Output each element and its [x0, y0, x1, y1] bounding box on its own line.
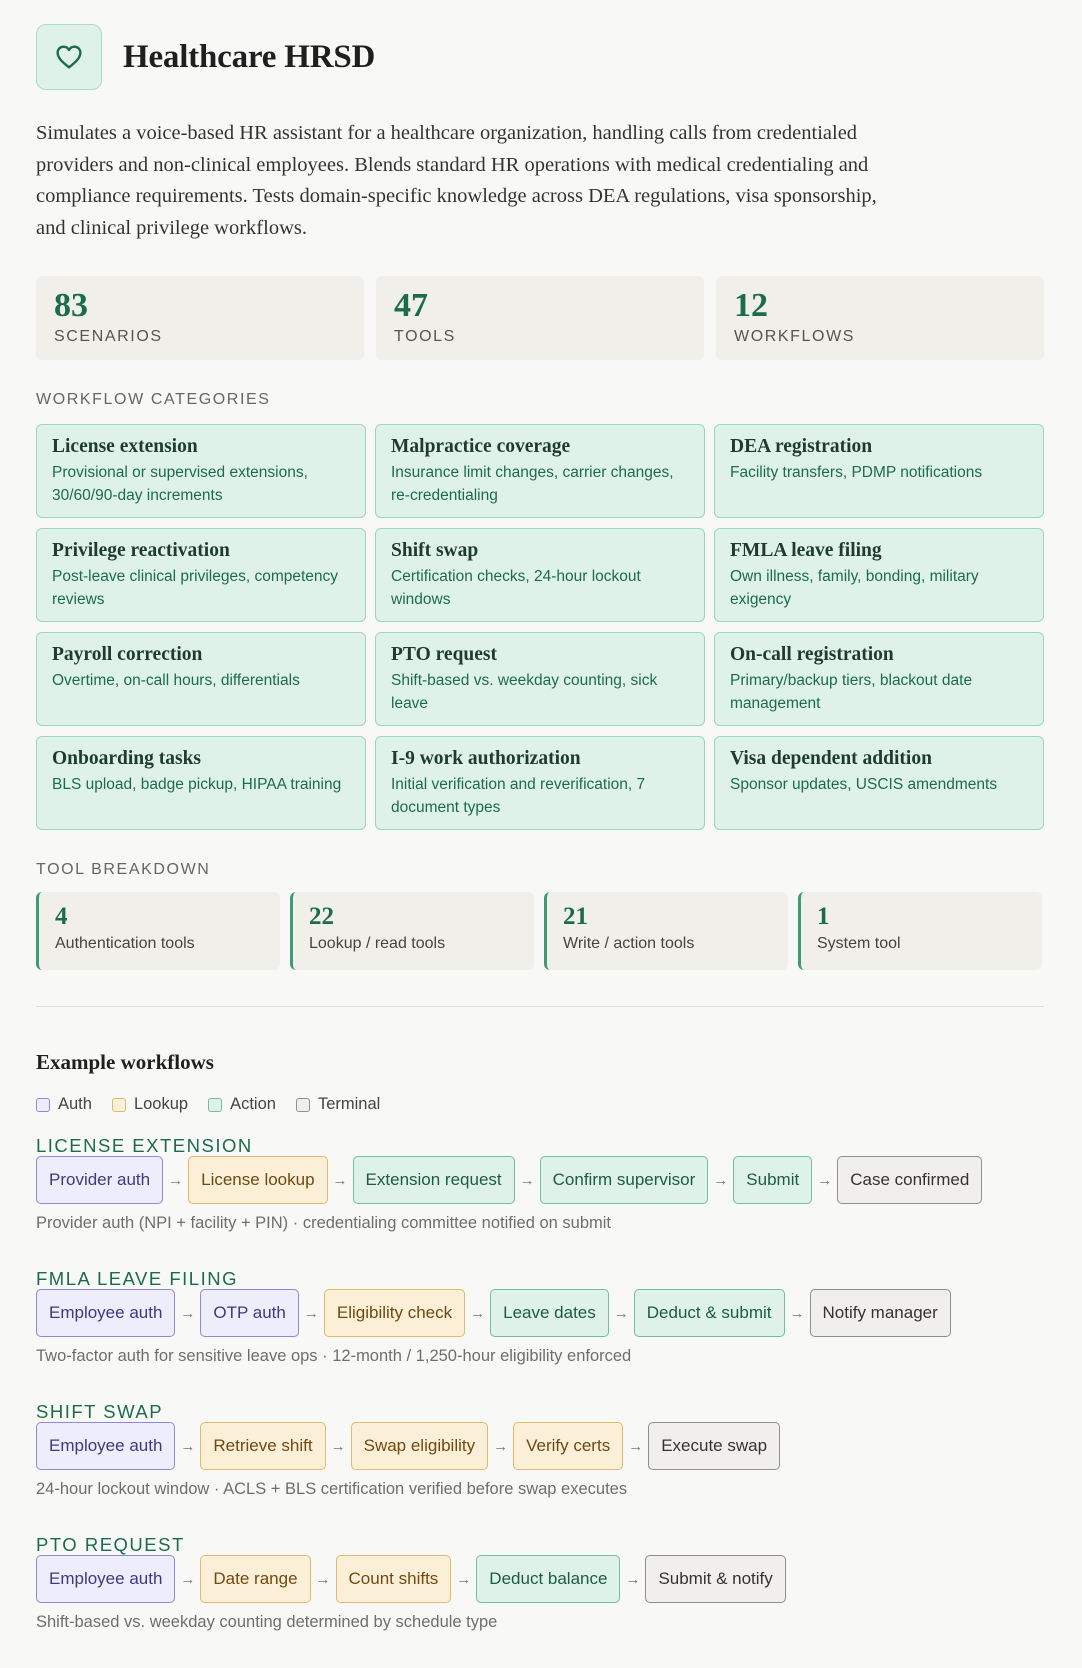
legend — [36, 1095, 400, 1114]
legend-swatch — [36, 1098, 50, 1112]
flow-step[interactable]: Verify certs — [513, 1422, 623, 1470]
flow-step[interactable]: Confirm supervisor — [540, 1156, 709, 1204]
category-title: Visa dependent addition — [730, 748, 932, 769]
workflow-flow — [36, 1289, 951, 1337]
category-card[interactable] — [36, 632, 366, 726]
flow-step[interactable]: Deduct & submit — [634, 1289, 785, 1337]
category-title: Onboarding tasks — [52, 748, 202, 769]
legend-item-lookup — [112, 1095, 188, 1114]
workflow-name: SHIFT SWAP — [36, 1401, 164, 1422]
legend-item-terminal — [296, 1095, 380, 1114]
flow-step[interactable]: Submit & notify — [645, 1555, 785, 1603]
flow-step[interactable]: OTP auth — [200, 1289, 298, 1337]
arrow-right-icon: → — [628, 1437, 644, 1455]
arrow-right-icon: → — [315, 1570, 331, 1588]
stat-label: SCENARIOS — [54, 328, 163, 345]
category-title: I-9 work authorization — [391, 748, 581, 769]
tool-count: 4 — [55, 903, 68, 930]
workflow-categories-heading: WORKFLOW CATEGORIES — [36, 391, 271, 408]
legend-label: Auth — [58, 1095, 92, 1113]
tool-card-action — [544, 892, 788, 970]
page-description: Simulates a voice-based HR assistant for a healthcare organization, handling calls from credentialed providers and non-clinical employees. Blends standard HR operations with medical credentialing and compliance requirements. Tests domain-specific knowledge across DEA regulations, visa sponsorship, and clinical privilege workflows. — [36, 122, 877, 239]
stat-value: 47 — [394, 287, 428, 324]
legend-label: Terminal — [317, 1095, 381, 1113]
flow-step[interactable]: Deduct balance — [476, 1555, 620, 1603]
category-title: Malpractice coverage — [391, 436, 571, 457]
flow-step[interactable]: Employee auth — [36, 1289, 175, 1337]
flow-step[interactable]: Execute swap — [648, 1422, 780, 1470]
arrow-right-icon: → — [493, 1437, 509, 1455]
tool-card-system — [798, 892, 1042, 970]
arrow-right-icon: → — [332, 1171, 348, 1189]
category-title: PTO request — [391, 644, 497, 665]
category-description: Sponsor updates, USCIS amendments — [730, 776, 998, 793]
category-description: Own illness, family, bonding, military exigency — [730, 568, 979, 608]
tool-count: 22 — [309, 903, 334, 930]
category-card[interactable] — [375, 736, 705, 830]
flow-step[interactable]: Employee auth — [36, 1555, 175, 1603]
workflow-flow — [36, 1156, 982, 1204]
flow-step[interactable]: License lookup — [188, 1156, 327, 1204]
page-title: Healthcare HRSD — [123, 38, 376, 75]
section-divider — [36, 1006, 1044, 1007]
category-description: Certification checks, 24-hour lockout windows — [391, 568, 641, 608]
flow-step[interactable]: Leave dates — [490, 1289, 609, 1337]
workflow-note: 24-hour lockout window · ACLS + BLS certification verified before swap executes — [36, 1480, 628, 1498]
category-card[interactable] — [375, 528, 705, 622]
category-description: BLS upload, badge pickup, HIPAA training — [52, 776, 342, 793]
stat-value: 83 — [54, 287, 88, 324]
flow-step[interactable]: Retrieve shift — [200, 1422, 325, 1470]
stat-card-workflows — [716, 276, 1044, 360]
category-card[interactable] — [36, 736, 366, 830]
workflow-flow — [36, 1422, 780, 1470]
arrow-right-icon: → — [817, 1171, 833, 1189]
workflow-note: Provider auth (NPI + facility + PIN) · credentialing committee notified on submit — [36, 1214, 611, 1232]
category-description: Post-leave clinical privileges, competency reviews — [52, 568, 339, 608]
flow-step[interactable]: Notify manager — [810, 1289, 951, 1337]
category-title: Shift swap — [391, 540, 479, 561]
workflow-name: PTO REQUEST — [36, 1534, 185, 1555]
workflow-name: LICENSE EXTENSION — [36, 1135, 253, 1156]
arrow-right-icon: → — [713, 1171, 729, 1189]
flow-step[interactable]: Submit — [733, 1156, 812, 1204]
legend-swatch — [112, 1098, 126, 1112]
legend-swatch — [208, 1098, 222, 1112]
category-description: Primary/backup tiers, blackout date management — [730, 672, 973, 712]
legend-swatch — [296, 1098, 310, 1112]
category-description: Shift-based vs. weekday counting, sick leave — [391, 672, 658, 712]
tool-card-authentication — [36, 892, 280, 970]
tool-count: 21 — [563, 903, 588, 930]
arrow-right-icon: → — [303, 1304, 319, 1322]
tool-label: System tool — [817, 935, 901, 952]
arrow-right-icon: → — [180, 1304, 196, 1322]
category-title: Payroll correction — [52, 644, 203, 665]
arrow-right-icon: → — [470, 1304, 486, 1322]
stat-value: 12 — [734, 287, 768, 324]
arrow-right-icon: → — [180, 1437, 196, 1455]
logo-box — [36, 24, 102, 90]
flow-step[interactable]: Employee auth — [36, 1422, 175, 1470]
stat-card-tools — [376, 276, 704, 360]
category-card[interactable] — [714, 528, 1044, 622]
stat-label: WORKFLOWS — [734, 328, 856, 345]
arrow-right-icon: → — [519, 1171, 535, 1189]
stat-label: TOOLS — [394, 328, 456, 345]
legend-item-auth — [36, 1095, 92, 1114]
tool-label: Write / action tools — [563, 935, 695, 952]
stats-row — [36, 276, 1044, 360]
arrow-right-icon: → — [180, 1570, 196, 1588]
flow-step[interactable]: Eligibility check — [324, 1289, 465, 1337]
flow-step[interactable]: Case confirmed — [837, 1156, 982, 1204]
heart-icon — [56, 45, 82, 69]
category-card[interactable] — [36, 528, 366, 622]
tool-breakdown-row — [36, 892, 1044, 970]
workflow-flow — [36, 1555, 786, 1603]
header — [36, 24, 1044, 90]
arrow-right-icon: → — [625, 1570, 641, 1588]
category-description: Overtime, on-call hours, differentials — [52, 672, 300, 689]
stat-card-scenarios — [36, 276, 364, 360]
tool-count: 1 — [817, 903, 830, 930]
legend-item-action — [208, 1095, 276, 1114]
tool-card-lookup — [290, 892, 534, 970]
legend-label: Lookup — [133, 1095, 189, 1113]
category-card[interactable] — [375, 424, 705, 518]
arrow-right-icon: → — [330, 1437, 346, 1455]
tool-label: Lookup / read tools — [309, 935, 446, 952]
category-title: On-call registration — [730, 644, 894, 665]
category-description: Initial verification and reverification, 7 document types — [391, 776, 646, 816]
category-card[interactable] — [36, 424, 366, 518]
workflow-note: Shift-based vs. weekday counting determined by schedule type — [36, 1613, 498, 1631]
category-card[interactable] — [714, 736, 1044, 830]
tool-label: Authentication tools — [55, 935, 195, 952]
category-description: Insurance limit changes, carrier changes, re-credentialing — [391, 464, 674, 504]
arrow-right-icon: → — [613, 1304, 629, 1322]
workflow-note: Two-factor auth for sensitive leave ops · 12-month / 1,250-hour eligibility enforced — [36, 1347, 632, 1365]
category-card[interactable] — [714, 632, 1044, 726]
legend-label: Action — [230, 1095, 276, 1113]
category-title: License extension — [52, 436, 198, 457]
example-workflows-heading: Example workflows — [36, 1050, 214, 1074]
category-title: FMLA leave filing — [730, 540, 882, 561]
tool-breakdown-heading: TOOL BREAKDOWN — [36, 861, 211, 878]
page — [36, 24, 1044, 1631]
category-title: DEA registration — [730, 436, 873, 457]
arrow-right-icon: → — [168, 1171, 184, 1189]
arrow-right-icon: → — [789, 1304, 805, 1322]
category-description: Provisional or supervised extensions, 30/60/90-day increments — [52, 464, 308, 504]
arrow-right-icon: → — [456, 1570, 472, 1588]
workflow-name: FMLA LEAVE FILING — [36, 1268, 238, 1289]
category-title: Privilege reactivation — [52, 540, 230, 561]
flow-step[interactable]: Date range — [200, 1555, 310, 1603]
flow-step[interactable]: Count shifts — [336, 1555, 452, 1603]
category-description: Facility transfers, PDMP notifications — [730, 464, 983, 481]
flow-step[interactable]: Extension request — [353, 1156, 515, 1204]
flow-step[interactable]: Provider auth — [36, 1156, 163, 1204]
category-card[interactable] — [375, 632, 705, 726]
flow-step[interactable]: Swap eligibility — [351, 1422, 489, 1470]
category-card[interactable] — [714, 424, 1044, 518]
